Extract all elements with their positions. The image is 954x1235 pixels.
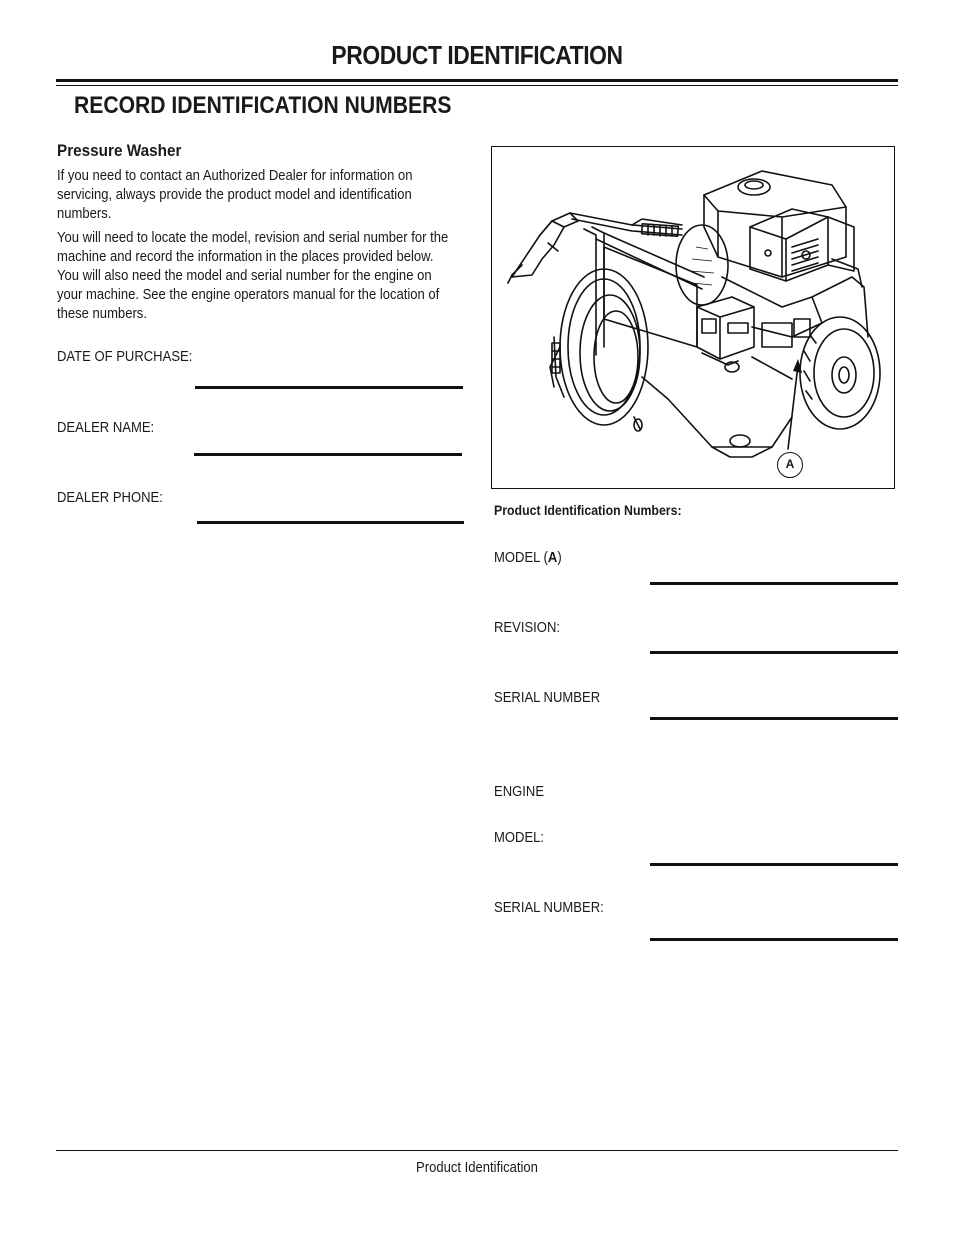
revision-label: REVISION:	[494, 620, 560, 636]
model-label-callout: A	[547, 550, 558, 566]
subsection-title: Pressure Washer	[57, 141, 182, 160]
dealer-name-label: DEALER NAME:	[57, 420, 155, 436]
footer-rule	[56, 1150, 898, 1151]
dealer-phone-label: DEALER PHONE:	[57, 490, 163, 506]
section-title: RECORD IDENTIFICATION NUMBERS	[74, 92, 452, 119]
model-label	[494, 550, 562, 566]
callout-a-circle	[777, 452, 803, 478]
model-label-suffix: )	[557, 550, 562, 566]
callout-a-label: A	[785, 457, 795, 471]
date-of-purchase-label: DATE OF PURCHASE:	[57, 349, 193, 365]
date-of-purchase-blank	[195, 386, 463, 389]
page-title: PRODUCT IDENTIFICATION	[331, 40, 623, 70]
engine-serial-number-label: SERIAL NUMBER:	[494, 900, 604, 916]
engine-model-blank	[650, 863, 898, 866]
engine-heading: ENGINE	[494, 784, 545, 800]
serial-number-blank	[650, 717, 898, 720]
header-rule-thick	[56, 79, 898, 82]
figure-caption: Product Identification Numbers:	[494, 502, 682, 518]
instructions-paragraph: You will need to locate the model, revision and serial number for the machine and record the information in the places provided below. You will also need the model and serial number for the engine on your machine. See the engine operators manual for the location of these numbers.	[57, 230, 449, 322]
model-label-prefix: MODEL (	[494, 550, 548, 566]
revision-blank	[650, 651, 898, 654]
dealer-phone-blank	[197, 521, 464, 524]
header-rule-thin	[56, 85, 898, 86]
model-blank	[650, 582, 898, 585]
intro-paragraph: If you need to contact an Authorized Dealer for information on servicing, always provide the product model and identification numbers.	[57, 168, 413, 222]
serial-number-label: SERIAL NUMBER	[494, 690, 601, 706]
dealer-name-blank	[194, 453, 462, 456]
engine-serial-number-blank	[650, 938, 898, 941]
pressure-washer-figure	[491, 146, 895, 489]
footer-text: Product Identification	[416, 1160, 538, 1176]
pressure-washer-illustration	[492, 147, 895, 489]
engine-model-label: MODEL:	[494, 830, 545, 846]
